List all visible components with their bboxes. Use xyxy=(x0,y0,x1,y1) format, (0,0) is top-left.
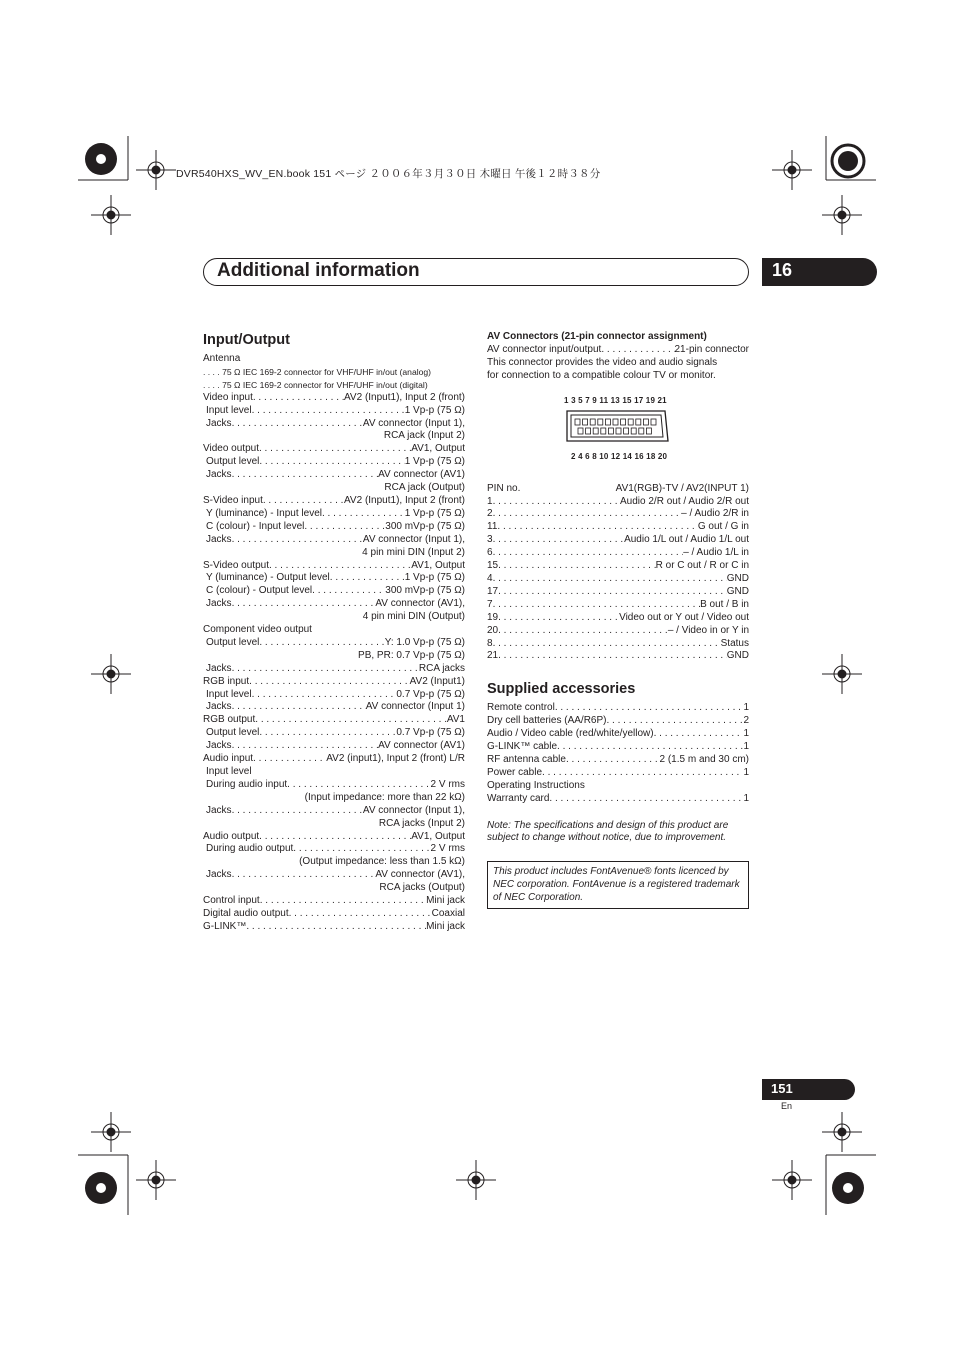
leader-dots xyxy=(293,843,430,856)
scart-pin xyxy=(593,428,598,434)
spec-label: 4 xyxy=(487,572,493,584)
spec-value: AV1, Output xyxy=(411,443,465,455)
spec-row xyxy=(203,740,465,753)
leader-dots xyxy=(259,443,411,456)
spec-value: 2 (1.5 m and 30 cm) xyxy=(659,753,749,765)
spec-row xyxy=(203,727,465,740)
accessory-row xyxy=(487,793,749,806)
leader-dots xyxy=(232,534,363,547)
scart-pin xyxy=(646,428,651,434)
leader-dots xyxy=(269,560,411,573)
scart-pin xyxy=(639,428,644,434)
scart-pin xyxy=(601,428,606,434)
spec-label: 15 xyxy=(487,560,499,572)
pin-row xyxy=(487,521,749,534)
scart-pin xyxy=(651,419,656,425)
leader-dots xyxy=(232,740,379,753)
spec-row xyxy=(203,831,465,844)
spec-label: Output level xyxy=(206,727,260,739)
spec-value: AV connector (Input 1), xyxy=(362,417,465,429)
scart-pin xyxy=(613,419,618,425)
leader-dots xyxy=(493,599,701,612)
spec-label: Jacks xyxy=(206,740,232,752)
page-title: Additional information xyxy=(217,260,420,281)
spec-label: Dry cell batteries (AA/R6P) xyxy=(487,715,607,727)
spec-value: Mini jack xyxy=(426,920,465,932)
spec-value: AV2 (Input1), Input 2 (front) xyxy=(344,391,465,403)
scart-pin xyxy=(643,419,648,425)
leader-dots xyxy=(566,754,660,767)
spec-continuation: RCA jack (Input 2) xyxy=(383,430,465,442)
spec-row xyxy=(203,469,465,482)
spec-label: RF antenna cable xyxy=(487,753,566,765)
spec-row xyxy=(203,534,465,547)
spec-value: Audio 1/L out / Audio 1/L out xyxy=(624,534,749,546)
page-language: En xyxy=(781,1101,793,1111)
spec-value: AV1, Output xyxy=(411,559,465,571)
spec-label: 1 xyxy=(487,495,493,507)
leader-dots xyxy=(259,727,396,740)
leader-dots xyxy=(555,702,744,715)
spec-label: Audio output xyxy=(203,830,260,842)
spec-value: Status xyxy=(720,637,749,649)
spec-value: 300 mVp-p (75 Ω) xyxy=(385,520,465,532)
spec-row xyxy=(203,908,465,921)
accessory-list xyxy=(487,702,749,805)
spec-label: Jacks xyxy=(206,598,232,610)
scart-pin xyxy=(624,428,629,434)
spec-value: AV connector (Input 1) xyxy=(365,701,465,713)
spec-value: AV1 xyxy=(446,714,465,726)
spec-label: During audio input xyxy=(206,778,288,790)
spec-row xyxy=(203,689,465,702)
leader-dots xyxy=(232,805,363,818)
leader-dots xyxy=(498,650,727,663)
spec-label: 7 xyxy=(487,598,493,610)
chapter-number: 16 xyxy=(772,260,793,280)
spec-value: RCA jacks xyxy=(418,662,465,674)
pin-header-label: PIN no. xyxy=(487,482,521,494)
spec-value: AV connector (Input 1), xyxy=(362,804,465,816)
spec-value: Mini jack xyxy=(426,895,465,907)
accessory-row xyxy=(487,767,749,780)
spec-label: RGB input xyxy=(203,675,250,687)
spec-value: 1 xyxy=(743,792,749,804)
spec-value: – / Audio 2/R in xyxy=(681,508,749,520)
spec-label: Audio / Video cable (red/white/yellow) xyxy=(487,728,654,740)
spec-continuation: RCA jack (Output) xyxy=(384,482,465,494)
spec-continuation: (Input impedance: more than 22 kΩ) xyxy=(304,791,465,803)
spec-label: S-Video input xyxy=(203,494,263,506)
antenna-label: Antenna xyxy=(203,353,241,364)
pin-row xyxy=(487,586,749,599)
spec-continuation: (Output impedance: less than 1.5 kΩ) xyxy=(299,856,465,868)
scart-pin xyxy=(628,419,633,425)
spec-value: – / Audio 1/L in xyxy=(683,547,749,559)
leader-dots xyxy=(498,612,619,625)
spec-label: Control input xyxy=(203,895,260,907)
spec-label: Jacks xyxy=(206,469,232,481)
spec-row xyxy=(203,560,465,573)
leader-dots xyxy=(287,779,430,792)
input-output-heading: Input/Output xyxy=(203,332,290,348)
spec-label: Y (luminance) - Input level xyxy=(206,507,322,519)
spec-label: Input level xyxy=(206,688,252,700)
spec-row xyxy=(203,753,465,766)
leader-dots xyxy=(322,508,405,521)
spec-label: Jacks xyxy=(206,533,232,545)
scart-connector-icon xyxy=(564,408,670,446)
spec-value: 0.7 Vp-p (75 Ω) xyxy=(396,688,465,700)
spec-label: Video input xyxy=(203,391,253,403)
scart-pin xyxy=(631,428,636,434)
av-description: This connector provides the video and audio signals xyxy=(487,356,718,368)
spec-row xyxy=(203,598,465,611)
pin-row xyxy=(487,599,749,612)
pin-header-row xyxy=(487,483,749,496)
spec-value: B out / B in xyxy=(700,598,749,610)
accessory-row xyxy=(487,702,749,715)
leader-dots xyxy=(498,586,727,599)
leader-dots xyxy=(232,469,379,482)
spec-value: 1 xyxy=(743,741,749,753)
spec-label: Audio input xyxy=(203,753,254,765)
leader-dots xyxy=(263,495,344,508)
pin-list xyxy=(487,496,749,664)
leader-dots xyxy=(493,496,620,509)
spec-value: Audio 2/R out / Audio 2/R out xyxy=(620,495,749,507)
spec-value: GND xyxy=(726,585,749,597)
spec-label: Jacks xyxy=(206,869,232,881)
spec-label: 3 xyxy=(487,534,493,546)
av-description: for connection to a compatible colour TV or monitor. xyxy=(487,369,716,381)
leader-dots xyxy=(253,392,344,405)
scart-pin xyxy=(636,419,641,425)
accessory-row xyxy=(487,741,749,754)
spec-label: During audio output xyxy=(206,843,294,855)
spec-value: 0.7 Vp-p (75 Ω) xyxy=(396,727,465,739)
leader-dots xyxy=(232,663,419,676)
spec-value: 1 Vp-p (75 Ω) xyxy=(404,507,465,519)
scart-pin xyxy=(616,428,621,434)
spec-row xyxy=(203,405,465,418)
spec-continuation: 4 pin mini DIN (Input 2) xyxy=(362,546,465,558)
spec-value: GND xyxy=(726,650,749,662)
spec-value: AV1, Output xyxy=(411,830,465,842)
spec-row xyxy=(203,392,465,405)
spec-value: AV connector (AV1), xyxy=(375,598,465,610)
leader-dots xyxy=(259,831,411,844)
spec-label: Input level xyxy=(206,404,252,416)
spec-value: 1 xyxy=(743,766,749,778)
spec-label: 8 xyxy=(487,637,493,649)
spec-label: C (colour) - Input level xyxy=(206,520,305,532)
leader-dots xyxy=(246,921,426,934)
spec-value: 1 Vp-p (75 Ω) xyxy=(404,456,465,468)
leader-dots xyxy=(606,715,743,728)
pin-row xyxy=(487,650,749,663)
spec-row xyxy=(203,805,465,818)
scart-pin xyxy=(605,419,610,425)
leader-dots xyxy=(252,689,397,702)
left-column xyxy=(203,331,465,934)
leader-dots xyxy=(304,521,385,534)
spec-value: Coaxial xyxy=(431,907,465,919)
leader-dots xyxy=(255,714,447,727)
spec-value: R or C out / R or C in xyxy=(655,560,749,572)
leader-dots xyxy=(330,572,405,585)
spec-value: – / Video in or Y in xyxy=(667,624,749,636)
spec-row xyxy=(203,585,465,598)
spec-value: AV connector (Input 1), xyxy=(362,533,465,545)
spec-value: 300 mVp-p (75 Ω) xyxy=(385,585,465,597)
spec-row xyxy=(203,572,465,585)
spec-label: 21 xyxy=(487,650,499,662)
spec-value: 1 xyxy=(743,728,749,740)
pin-row xyxy=(487,496,749,509)
leader-dots xyxy=(498,560,656,573)
spec-value: 21-pin connector xyxy=(674,343,749,355)
pin-row xyxy=(487,547,749,560)
spec-label: Y (luminance) - Output level xyxy=(206,572,330,584)
spec-row xyxy=(203,456,465,469)
spec-value: 1 Vp-p (75 Ω) xyxy=(404,572,465,584)
pin-row xyxy=(487,573,749,586)
scart-pin xyxy=(578,428,583,434)
spec-row xyxy=(203,714,465,727)
spec-label: G-LINK™ cable xyxy=(487,741,558,753)
spec-value: 1 xyxy=(743,702,749,714)
pin-numbers-odd: 1 3 5 7 9 11 13 15 17 19 21 xyxy=(564,396,667,405)
spec-label: AV connector input/output xyxy=(487,343,602,355)
spec-label: G-LINK™ xyxy=(203,920,247,932)
leader-dots xyxy=(259,637,384,650)
leader-dots xyxy=(232,869,376,882)
scart-pin xyxy=(586,428,591,434)
scart-pin xyxy=(583,419,588,425)
spec-label: C (colour) - Output level xyxy=(206,585,313,597)
leader-dots xyxy=(232,418,363,431)
spec-label: Output level xyxy=(206,636,260,648)
spec-label: Remote control xyxy=(487,702,555,714)
specs-note: Note: The specifications and design of this product are subject to change without notice, due to improvement. xyxy=(487,819,729,844)
spec-subheading: Operating Instructions xyxy=(487,779,585,791)
spec-label: 20 xyxy=(487,624,499,636)
antenna-line: . . . . 75 Ω IEC 169-2 connector for VHF/UHF in/out (analog) xyxy=(203,366,432,377)
spec-value: 2 V rms xyxy=(430,843,465,855)
print-info-line: DVR540HXS_WV_EN.book 151 ページ ２００６年３月３０日 木曜日 午後１２時３８分 xyxy=(176,168,601,180)
pin-row xyxy=(487,612,749,625)
spec-label: Power cable xyxy=(487,766,543,778)
scart-pin xyxy=(621,419,626,425)
scart-pin xyxy=(598,419,603,425)
pin-row xyxy=(487,625,749,638)
scart-pin xyxy=(608,428,613,434)
spec-continuation: PB, PR: 0.7 Vp-p (75 Ω) xyxy=(358,649,465,661)
spec-row xyxy=(203,418,465,431)
spec-value: 2 V rms xyxy=(430,778,465,790)
av-connector-row xyxy=(487,344,749,357)
pin-row xyxy=(487,534,749,547)
leader-dots xyxy=(260,895,426,908)
pin-numbers-even: 2 4 6 8 10 12 14 16 18 20 xyxy=(571,452,668,461)
spec-value: G out / G in xyxy=(697,521,749,533)
page-number: 151 xyxy=(771,1081,793,1096)
leader-dots xyxy=(259,456,404,469)
leader-dots xyxy=(232,598,376,611)
spec-label: Jacks xyxy=(206,417,232,429)
scart-pin xyxy=(590,419,595,425)
leader-dots xyxy=(654,728,744,741)
spec-row xyxy=(203,663,465,676)
leader-dots xyxy=(557,741,743,754)
leader-dots xyxy=(232,701,366,714)
pin-header-value: AV1(RGB)-TV / AV2(INPUT 1) xyxy=(615,482,749,494)
spec-subheading: Input level xyxy=(206,766,252,777)
spec-row xyxy=(203,443,465,456)
spec-label: 6 xyxy=(487,547,493,559)
spec-continuation: RCA jacks (Input 2) xyxy=(378,817,465,829)
spec-row xyxy=(203,508,465,521)
spec-row xyxy=(203,637,465,650)
pin-row xyxy=(487,560,749,573)
spec-row xyxy=(203,921,465,934)
leader-dots xyxy=(249,676,409,689)
accessory-row xyxy=(487,728,749,741)
leader-dots xyxy=(312,585,385,598)
leader-dots xyxy=(542,767,743,780)
spec-label: Digital audio output xyxy=(203,907,289,919)
leader-dots xyxy=(493,547,684,560)
leader-dots xyxy=(253,753,326,766)
spec-label: 2 xyxy=(487,508,493,520)
spec-subheading: Component video output xyxy=(203,624,312,636)
leader-dots xyxy=(497,521,697,534)
spec-label: 11 xyxy=(487,521,498,533)
leader-dots xyxy=(493,638,721,651)
scart-pin xyxy=(575,419,580,425)
pin-row xyxy=(487,638,749,651)
spec-label: Jacks xyxy=(206,804,232,816)
leader-dots xyxy=(252,405,405,418)
spec-label: Jacks xyxy=(206,662,232,674)
spec-row xyxy=(203,521,465,534)
leader-dots xyxy=(549,793,743,806)
spec-value: AV connector (AV1), xyxy=(375,869,465,881)
spec-value: 1 Vp-p (75 Ω) xyxy=(404,404,465,416)
accessory-row xyxy=(487,715,749,728)
spec-value: 2 xyxy=(743,715,749,727)
spec-value: AV2 (input1), Input 2 (front) L/R xyxy=(326,753,465,765)
leader-dots xyxy=(493,573,727,586)
spec-row xyxy=(203,843,465,856)
spec-row xyxy=(203,869,465,882)
spec-value: Video out or Y out / Video out xyxy=(619,611,749,623)
spec-value: AV2 (Input1) xyxy=(409,675,465,687)
spec-label: RGB output xyxy=(203,714,256,726)
spec-value: AV connector (AV1) xyxy=(378,469,465,481)
pin-row xyxy=(487,508,749,521)
leader-dots xyxy=(493,534,625,547)
spec-list xyxy=(203,392,465,934)
spec-row xyxy=(203,701,465,714)
spec-label: S-Video output xyxy=(203,559,269,571)
spec-value: Y: 1.0 Vp-p (75 Ω) xyxy=(384,636,465,648)
trademark-notice: This product includes FontAvenue® fonts licenced by NEC corporation. FontAvenue is a registered trademark of NEC Corporation. xyxy=(487,861,749,909)
spec-row xyxy=(203,676,465,689)
supplied-accessories-heading: Supplied accessories xyxy=(487,681,636,698)
spec-row xyxy=(203,495,465,508)
spec-label: Video output xyxy=(203,443,259,455)
antenna-line: . . . . 75 Ω IEC 169-2 connector for VHF/UHF in/out (digital) xyxy=(203,379,428,390)
spec-label: Warranty card xyxy=(487,792,550,804)
spec-label: Jacks xyxy=(206,701,232,713)
spec-value: AV2 (Input1), Input 2 (front) xyxy=(344,494,465,506)
spec-label: 19 xyxy=(487,611,499,623)
spec-row xyxy=(203,779,465,792)
spec-row xyxy=(203,895,465,908)
spec-continuation: RCA jacks (Output) xyxy=(379,882,465,894)
accessory-row xyxy=(487,754,749,767)
spec-continuation: 4 pin mini DIN (Output) xyxy=(362,611,465,623)
leader-dots xyxy=(493,508,682,521)
leader-dots xyxy=(498,625,668,638)
leader-dots xyxy=(289,908,432,921)
spec-label: 17 xyxy=(487,585,499,597)
spec-value: AV connector (AV1) xyxy=(378,740,465,752)
spec-label: Output level xyxy=(206,456,260,468)
av-connectors-heading: AV Connectors (21-pin connector assignment) xyxy=(487,331,707,342)
spec-value: GND xyxy=(726,572,749,584)
